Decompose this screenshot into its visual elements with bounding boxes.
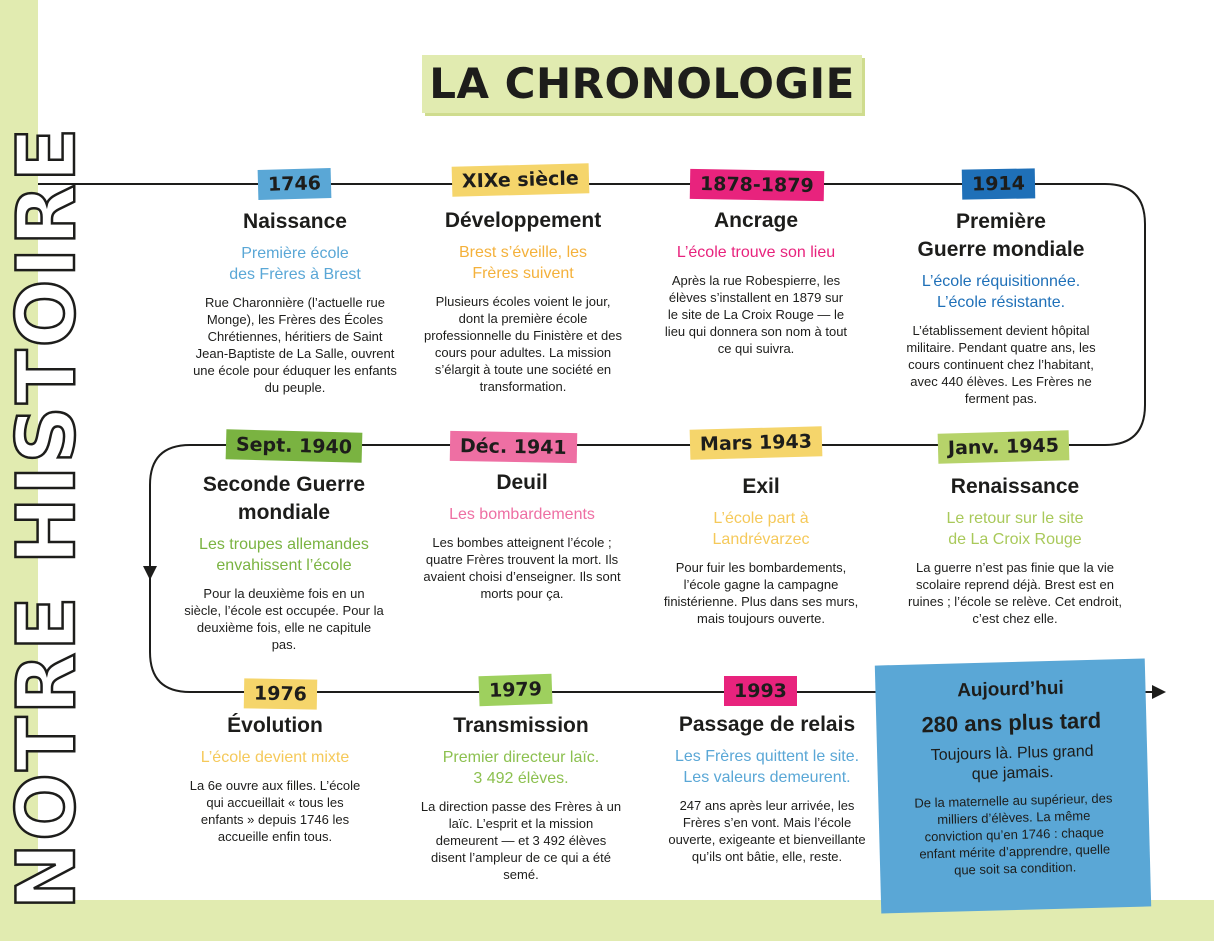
event-body: La 6e ouvre aux filles. L’école qui accueillait « tous les enfants » depuis 1746 les accueille enfin tous. [189, 778, 361, 844]
event-subtitle: Premier directeur laïc. 3 492 élèves. [442, 749, 600, 787]
side-title: NOTRE HISTOIRE [0, 125, 93, 910]
event-title: Première Guerre mondiale [917, 210, 1085, 261]
event-title: Naissance [243, 210, 347, 233]
event-body: Après la rue Robespierre, les élèves s’installent en 1879 sur le site de La Croix Rouge — le lieu qui donnera son nom à tout ce qui suivra. [664, 273, 848, 356]
event-1878-1879 [656, 207, 856, 357]
event-subtitle: Le retour sur le site de La Croix Rouge [946, 510, 1084, 548]
event-mars-1943 [662, 473, 860, 627]
event-title: Transmission [453, 714, 589, 737]
event-janv-1945 [905, 473, 1125, 627]
event-tag: 1979 [478, 674, 552, 707]
event-body: La guerre n’est pas finie que la vie scolaire reprend déjà. Brest est en ruines ; l’école se relève. Cet endroit, c’est chez elle. [908, 560, 1122, 626]
event-subtitle: Les Frères quittent le site. Les valeurs demeurent. [674, 748, 860, 786]
event-title: Évolution [227, 714, 323, 737]
event-1993 [662, 711, 872, 865]
today-title: Aujourd’hui [956, 677, 1065, 702]
event-1976 [180, 712, 370, 845]
today-body: De la maternelle au supérieur, des milliers d’élèves. La même conviction qu’en 1746 : chaque enfant mérite d’apprendre, quelle que soit sa condition. [914, 790, 1113, 878]
today-box [875, 659, 1151, 914]
event-tag: 1878-1879 [690, 169, 824, 201]
event-tag: XIXe siècle [452, 163, 589, 197]
page-title: LA CHRONOLOGIE [429, 59, 855, 108]
event-tag: 1746 [258, 168, 332, 200]
event-subtitle: L’école part à Landrévarzec [712, 510, 810, 548]
event-body: Pour la deuxième fois en un siècle, l’école est occupée. Pour la deuxième fois, elle ne capitule pas. [184, 586, 384, 652]
event-1914 [897, 208, 1105, 407]
event-subtitle: Brest s’éveille, les Frères suivent [458, 244, 588, 282]
event-xixe-siecle [423, 207, 623, 395]
event-tag: 1976 [244, 678, 317, 709]
event-dec-1941 [421, 469, 623, 602]
event-body: L’établissement devient hôpital militaire. Pendant quatre ans, les cours continuent chez l’habitant, avec 440 élèves. Les Frères ne ferment pas. [906, 323, 1096, 406]
event-tag: Mars 1943 [690, 426, 823, 459]
event-body: Plusieurs écoles voient le jour, dont la première école professionnelle du Finistère et des cours pour adultes. La mission s’élargit à toute une société en transformation. [423, 294, 622, 394]
event-body: La direction passe des Frères à un laïc. L’esprit et la mission demeurent — et 3 492 élèves disent l’ampleur de ce qui a été semé. [420, 799, 622, 882]
event-subtitle: L’école devient mixte [200, 749, 350, 766]
event-title: Exil [742, 475, 780, 498]
event-subtitle: Première école des Frères à Brest [229, 245, 361, 283]
event-body: 247 ans après leur arrivée, les Frères s’en vont. Mais l’école ouverte, exigeante et bienveillante qu’ils ont bâtie, elle, reste. [668, 798, 866, 864]
event-subtitle: Les troupes allemandes envahissent l’école [199, 536, 369, 574]
event-body: Les bombes atteignent l’école ; quatre Frères trouvent la mort. Ils avaient choisi d’enseigner. Ils sont morts pour ça. [423, 535, 621, 601]
event-subtitle: Les bombardements [449, 506, 595, 523]
event-title: Passage de relais [678, 713, 856, 736]
event-tag: Sept. 1940 [226, 429, 363, 463]
event-title: Ancrage [713, 209, 799, 232]
event-title: Seconde Guerre mondiale [202, 473, 366, 524]
event-body: Pour fuir les bombardements, l’école gagne la campagne finistérienne. Plus dans ses murs, mais toujours ouverte. [663, 560, 859, 626]
timeline-arrow-right-icon [1152, 685, 1166, 699]
timeline-arrow-down-icon [143, 566, 157, 580]
event-title: Renaissance [950, 475, 1080, 498]
event-tag: Déc. 1941 [450, 431, 577, 463]
event-body: Rue Charonnière (l’actuelle rue Monge), les Frères des Écoles Chrétiennes, héritiers de Saint Jean-Baptiste de La Salle, ouvrent une école pour éduquer les enfants du peuple. [193, 295, 397, 395]
event-title: Deuil [496, 471, 548, 494]
event-1746 [190, 208, 400, 396]
today-subtitle: Toujours là. Plus grand que jamais. [930, 742, 1094, 784]
event-tag: Janv. 1945 [938, 430, 1070, 463]
event-tag: 1993 [724, 676, 797, 706]
event-sept-1940 [184, 471, 384, 653]
event-tag: 1914 [962, 168, 1035, 199]
today-headline: 280 ans plus tard [921, 707, 1102, 738]
event-subtitle: L’école réquisitionnée. L’école résistante. [921, 273, 1081, 311]
event-title: Développement [444, 209, 602, 232]
event-subtitle: L’école trouve son lieu [676, 244, 836, 261]
event-1979 [418, 712, 624, 883]
